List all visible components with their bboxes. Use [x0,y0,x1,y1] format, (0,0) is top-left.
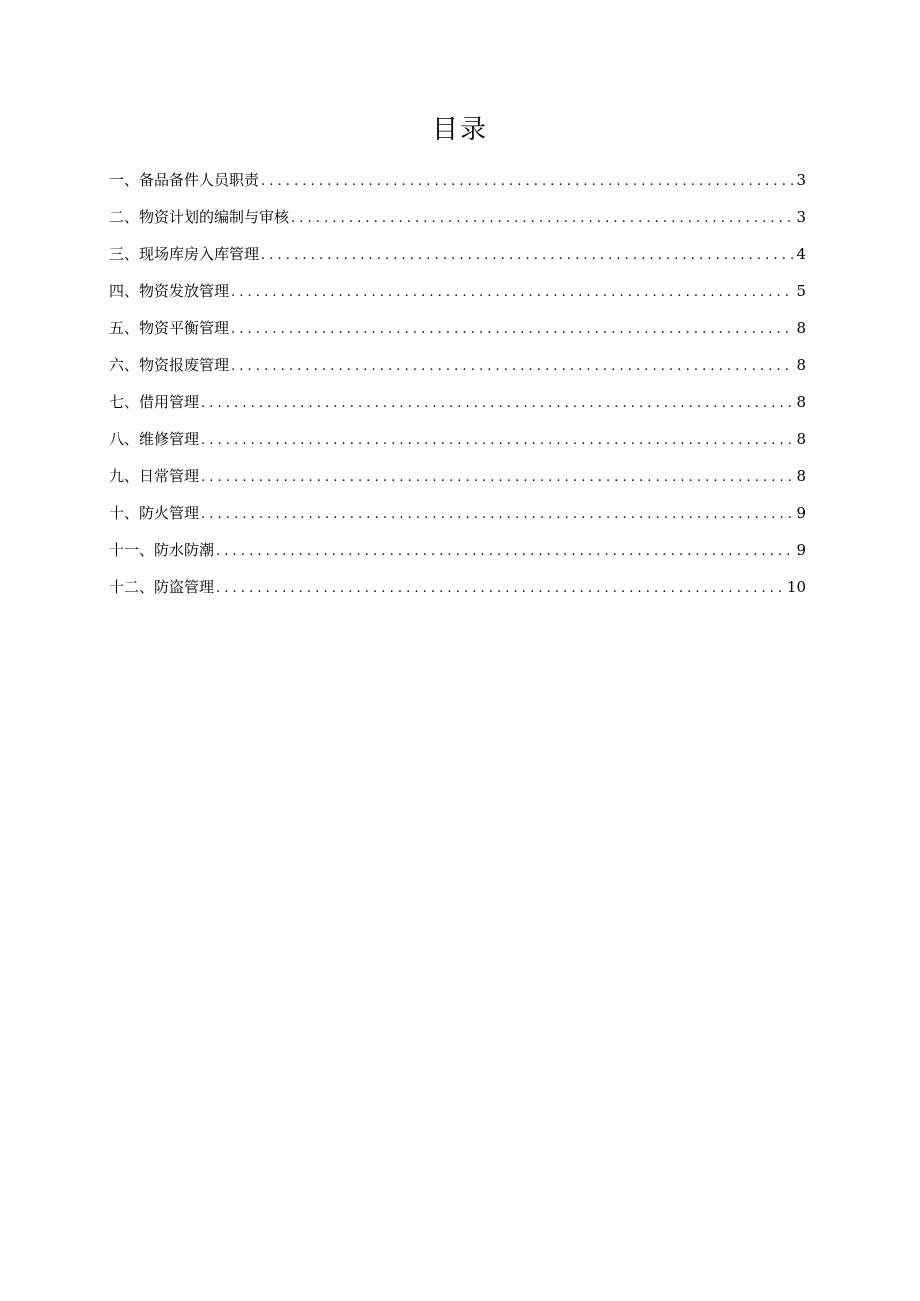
toc-entry-label: 五、物资平衡管理 [109,319,230,337]
toc-entry-label: 六、物资报废管理 [109,356,230,374]
toc-entry-label: 九、日常管理 [109,467,200,485]
toc-entry-label: 三、现场库房入库管理 [109,245,260,263]
toc-entry-label: 十二、防盗管理 [109,578,215,596]
toc-dot-leader [201,389,794,419]
toc-dot-leader [201,463,794,493]
toc-dot-leader [231,315,794,345]
toc-entry-label: 二、物资计划的编制与审核 [109,208,290,226]
toc-entry[interactable] [109,498,806,535]
toc-entry-page: 10 [786,578,806,596]
toc-entry-label: 十、防火管理 [109,504,200,522]
toc-entry-label: 八、维修管理 [109,430,200,448]
toc-entry[interactable] [109,165,806,202]
toc-dot-leader [261,167,794,197]
toc-dot-leader [261,241,794,271]
toc-entry-label: 一、备品备件人员职责 [109,171,260,189]
toc-entry-page: 5 [796,282,806,300]
toc-entry-label: 十一、防水防潮 [109,541,215,559]
toc-dot-leader [216,574,785,604]
toc-entry[interactable] [109,387,806,424]
toc-dot-leader [216,537,794,567]
toc-title: 目录 [431,115,488,145]
toc-entry[interactable] [109,239,806,276]
toc-entry-label: 七、借用管理 [109,393,200,411]
toc-dot-leader [201,426,794,456]
toc-entry[interactable] [109,424,806,461]
toc-entry-page: 9 [796,504,806,522]
toc-entry[interactable] [109,202,806,239]
toc-entry[interactable] [109,276,806,313]
toc-dot-leader [231,278,794,308]
toc-dot-leader [231,352,794,382]
toc-entry-page: 4 [796,245,806,263]
toc-entry-page: 8 [796,393,806,411]
toc-dot-leader [291,204,794,234]
toc-entry[interactable] [109,350,806,387]
toc-dot-leader [201,500,794,530]
toc-entry-label: 四、物资发放管理 [109,282,230,300]
toc-entry-page: 8 [796,319,806,337]
toc-entry[interactable] [109,461,806,498]
toc-entry-page: 3 [796,208,806,226]
toc-entry[interactable] [109,572,806,609]
toc-entry-page: 8 [796,356,806,374]
toc-entry-page: 3 [796,171,806,189]
toc-entry-page: 8 [796,430,806,448]
toc-list [109,165,806,609]
toc-entry[interactable] [109,313,806,350]
toc-entry[interactable] [109,535,806,572]
toc-entry-page: 9 [796,541,806,559]
toc-entry-page: 8 [796,467,806,485]
